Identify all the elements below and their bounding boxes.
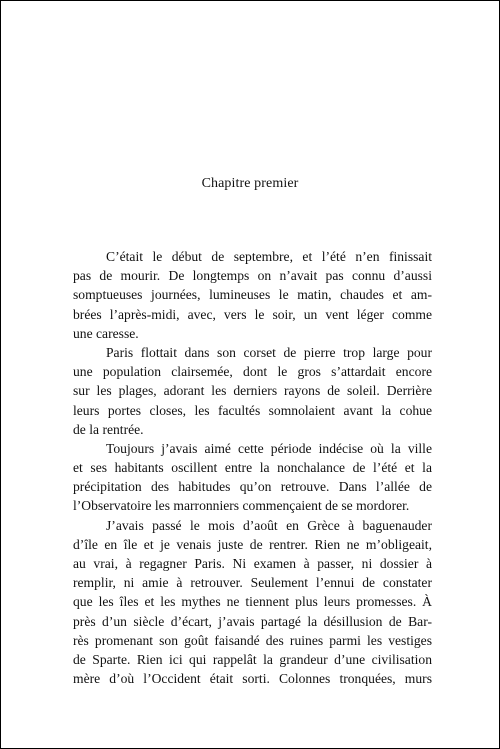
paragraph bbox=[73, 439, 432, 516]
text-line: l’Observatoire les marronniers commençaient de se mordorer. bbox=[73, 498, 410, 514]
paragraph bbox=[73, 247, 432, 343]
paragraph bbox=[73, 516, 432, 689]
text-line: précipitation des habitudes qu’on retrouve. Dans l’allée de bbox=[73, 479, 432, 495]
text-line: somptueuses journées, lumineuses le matin, chaudes et am- bbox=[73, 287, 432, 303]
text-line: pas de mourir. De longtemps on n’avait pas connu d’aussi bbox=[73, 268, 432, 284]
text-line: au vrai, à regagner Paris. Ni examen à passer, ni dossier à bbox=[73, 556, 432, 571]
text-line: une caresse. bbox=[73, 325, 139, 341]
text-line: une population clairsemée, dont le gros s’attardait encore bbox=[73, 364, 432, 380]
text-line: sur les plages, adorant les derniers rayons de soleil. Derrière bbox=[73, 383, 432, 399]
text-line: rès promenant son goût faisandé des ruines parmi les vestiges bbox=[73, 632, 432, 648]
text-line: et ses habitants oscillent entre la nonchalance de l’été et la bbox=[73, 460, 432, 476]
text-line: près d’un siècle d’écart, j’avais partagé la désillusion de Bar- bbox=[73, 613, 432, 629]
text-line: que les îles et les mythes ne tiennent plus leurs promesses. À bbox=[73, 594, 432, 610]
text-line: de la rentrée. bbox=[73, 421, 144, 437]
text-line: Paris flottait dans son corset de pierre trop large pour bbox=[106, 344, 432, 360]
text-line: Toujours j’avais aimé cette période indécise où la ville bbox=[106, 440, 432, 456]
paragraph bbox=[73, 343, 432, 439]
text-line: remplir, ni amie à retrouver. Seulement l’ennui de constater bbox=[73, 575, 432, 591]
chapter-title: Chapitre premier bbox=[201, 176, 299, 191]
chapter-body bbox=[73, 247, 432, 688]
text-line: mère d’où l’Occident était sorti. Colonnes tronquées, murs bbox=[73, 671, 432, 687]
text-line: leurs portes closes, les facultés somnolaient avant la cohue bbox=[73, 402, 432, 418]
text-line: de Sparte. Rien ici qui rappelât la grandeur d’une civilisation bbox=[73, 651, 432, 667]
text-line: J’avais passé le mois d’août en Grèce à baguenauder bbox=[106, 517, 432, 533]
text-line: d’île en île et je venais juste de rentrer. Rien ne m’obligeait, bbox=[73, 536, 432, 552]
text-line: C’était le début de septembre, et l’été n’en finissait bbox=[106, 249, 432, 264]
text-line: brées l’après-midi, avec, vers le soir, un vent léger comme bbox=[73, 306, 432, 322]
